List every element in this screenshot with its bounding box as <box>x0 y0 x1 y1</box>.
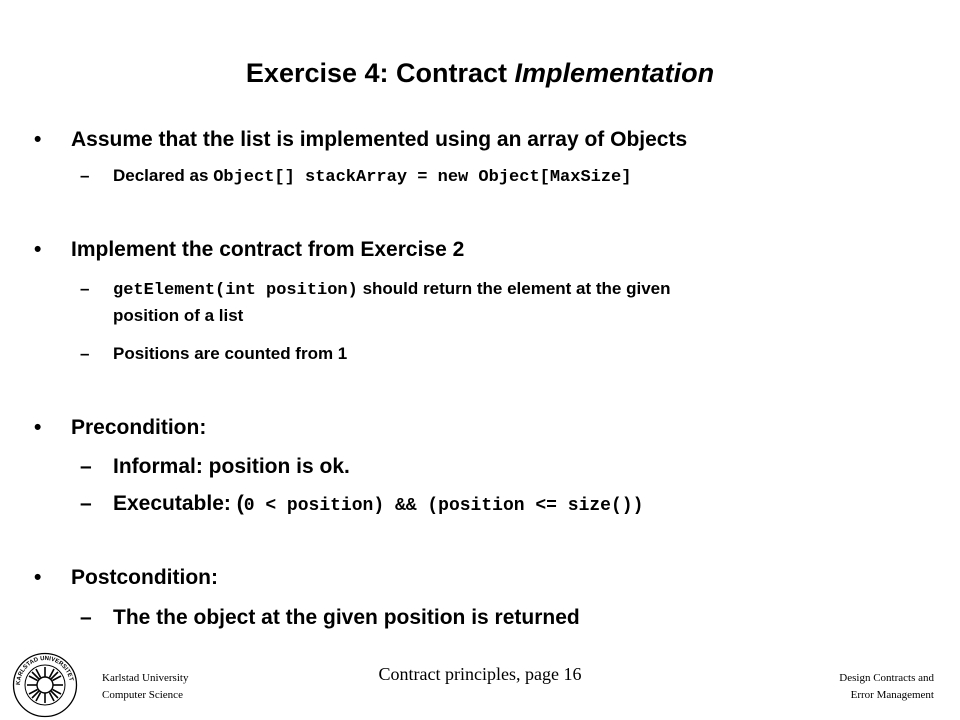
footer-page-label: Contract principles, page 16 <box>378 664 582 684</box>
dash-marker: – <box>80 166 90 185</box>
university-seal-logo <box>12 652 78 718</box>
sub-item-text <box>113 166 631 187</box>
bullet-marker: • <box>34 416 42 439</box>
sub-item-label: should return the element at the given <box>357 279 671 298</box>
bullet-marker: • <box>34 566 42 589</box>
code-snippet: Object[] stackArray = new Object[MaxSize] <box>213 168 632 187</box>
code-snippet: 0 < position) && (position <= size()) <box>243 496 644 516</box>
code-snippet: getElement(int position) <box>113 281 358 300</box>
bullet-marker: • <box>34 128 42 151</box>
footer-department: Computer Science <box>102 689 183 701</box>
dash-marker: – <box>80 279 90 298</box>
sub-item-text: position of a list <box>113 306 244 325</box>
sub-item-text: Positions are counted from 1 <box>113 344 348 363</box>
seal-text: KARLSTAD UNIVERSITET <box>15 655 74 686</box>
bullet-marker: • <box>34 238 42 261</box>
title-prefix: Exercise 4: Contract <box>245 58 515 88</box>
title-italic: Implementation <box>514 58 715 88</box>
sub-item-label: Declared as <box>113 166 214 185</box>
sub-item-text: The the object at the given position is returned <box>113 606 580 629</box>
dash-marker: – <box>80 455 92 478</box>
sub-item-text: Informal: position is ok. <box>113 455 350 478</box>
dash-marker: – <box>80 606 92 629</box>
slide-title <box>0 58 960 89</box>
dash-marker: – <box>80 344 90 363</box>
dash-marker: – <box>80 492 92 515</box>
sub-item-text <box>113 492 643 516</box>
bullet-text: Precondition: <box>71 416 207 439</box>
sub-item-text <box>113 279 671 300</box>
bullet-text: Implement the contract from Exercise 2 <box>71 238 465 261</box>
bullet-text: Postcondition: <box>71 566 218 589</box>
sub-item-label: Executable: ( <box>113 492 244 515</box>
bullet-text: Assume that the list is implemented using an array of Objects <box>71 128 688 151</box>
footer-university-name: Karlstad University <box>102 672 189 684</box>
footer-course <box>839 670 934 704</box>
footer-course-line2: Error Management <box>850 689 934 701</box>
footer-course-line1: Design Contracts and <box>839 672 934 684</box>
